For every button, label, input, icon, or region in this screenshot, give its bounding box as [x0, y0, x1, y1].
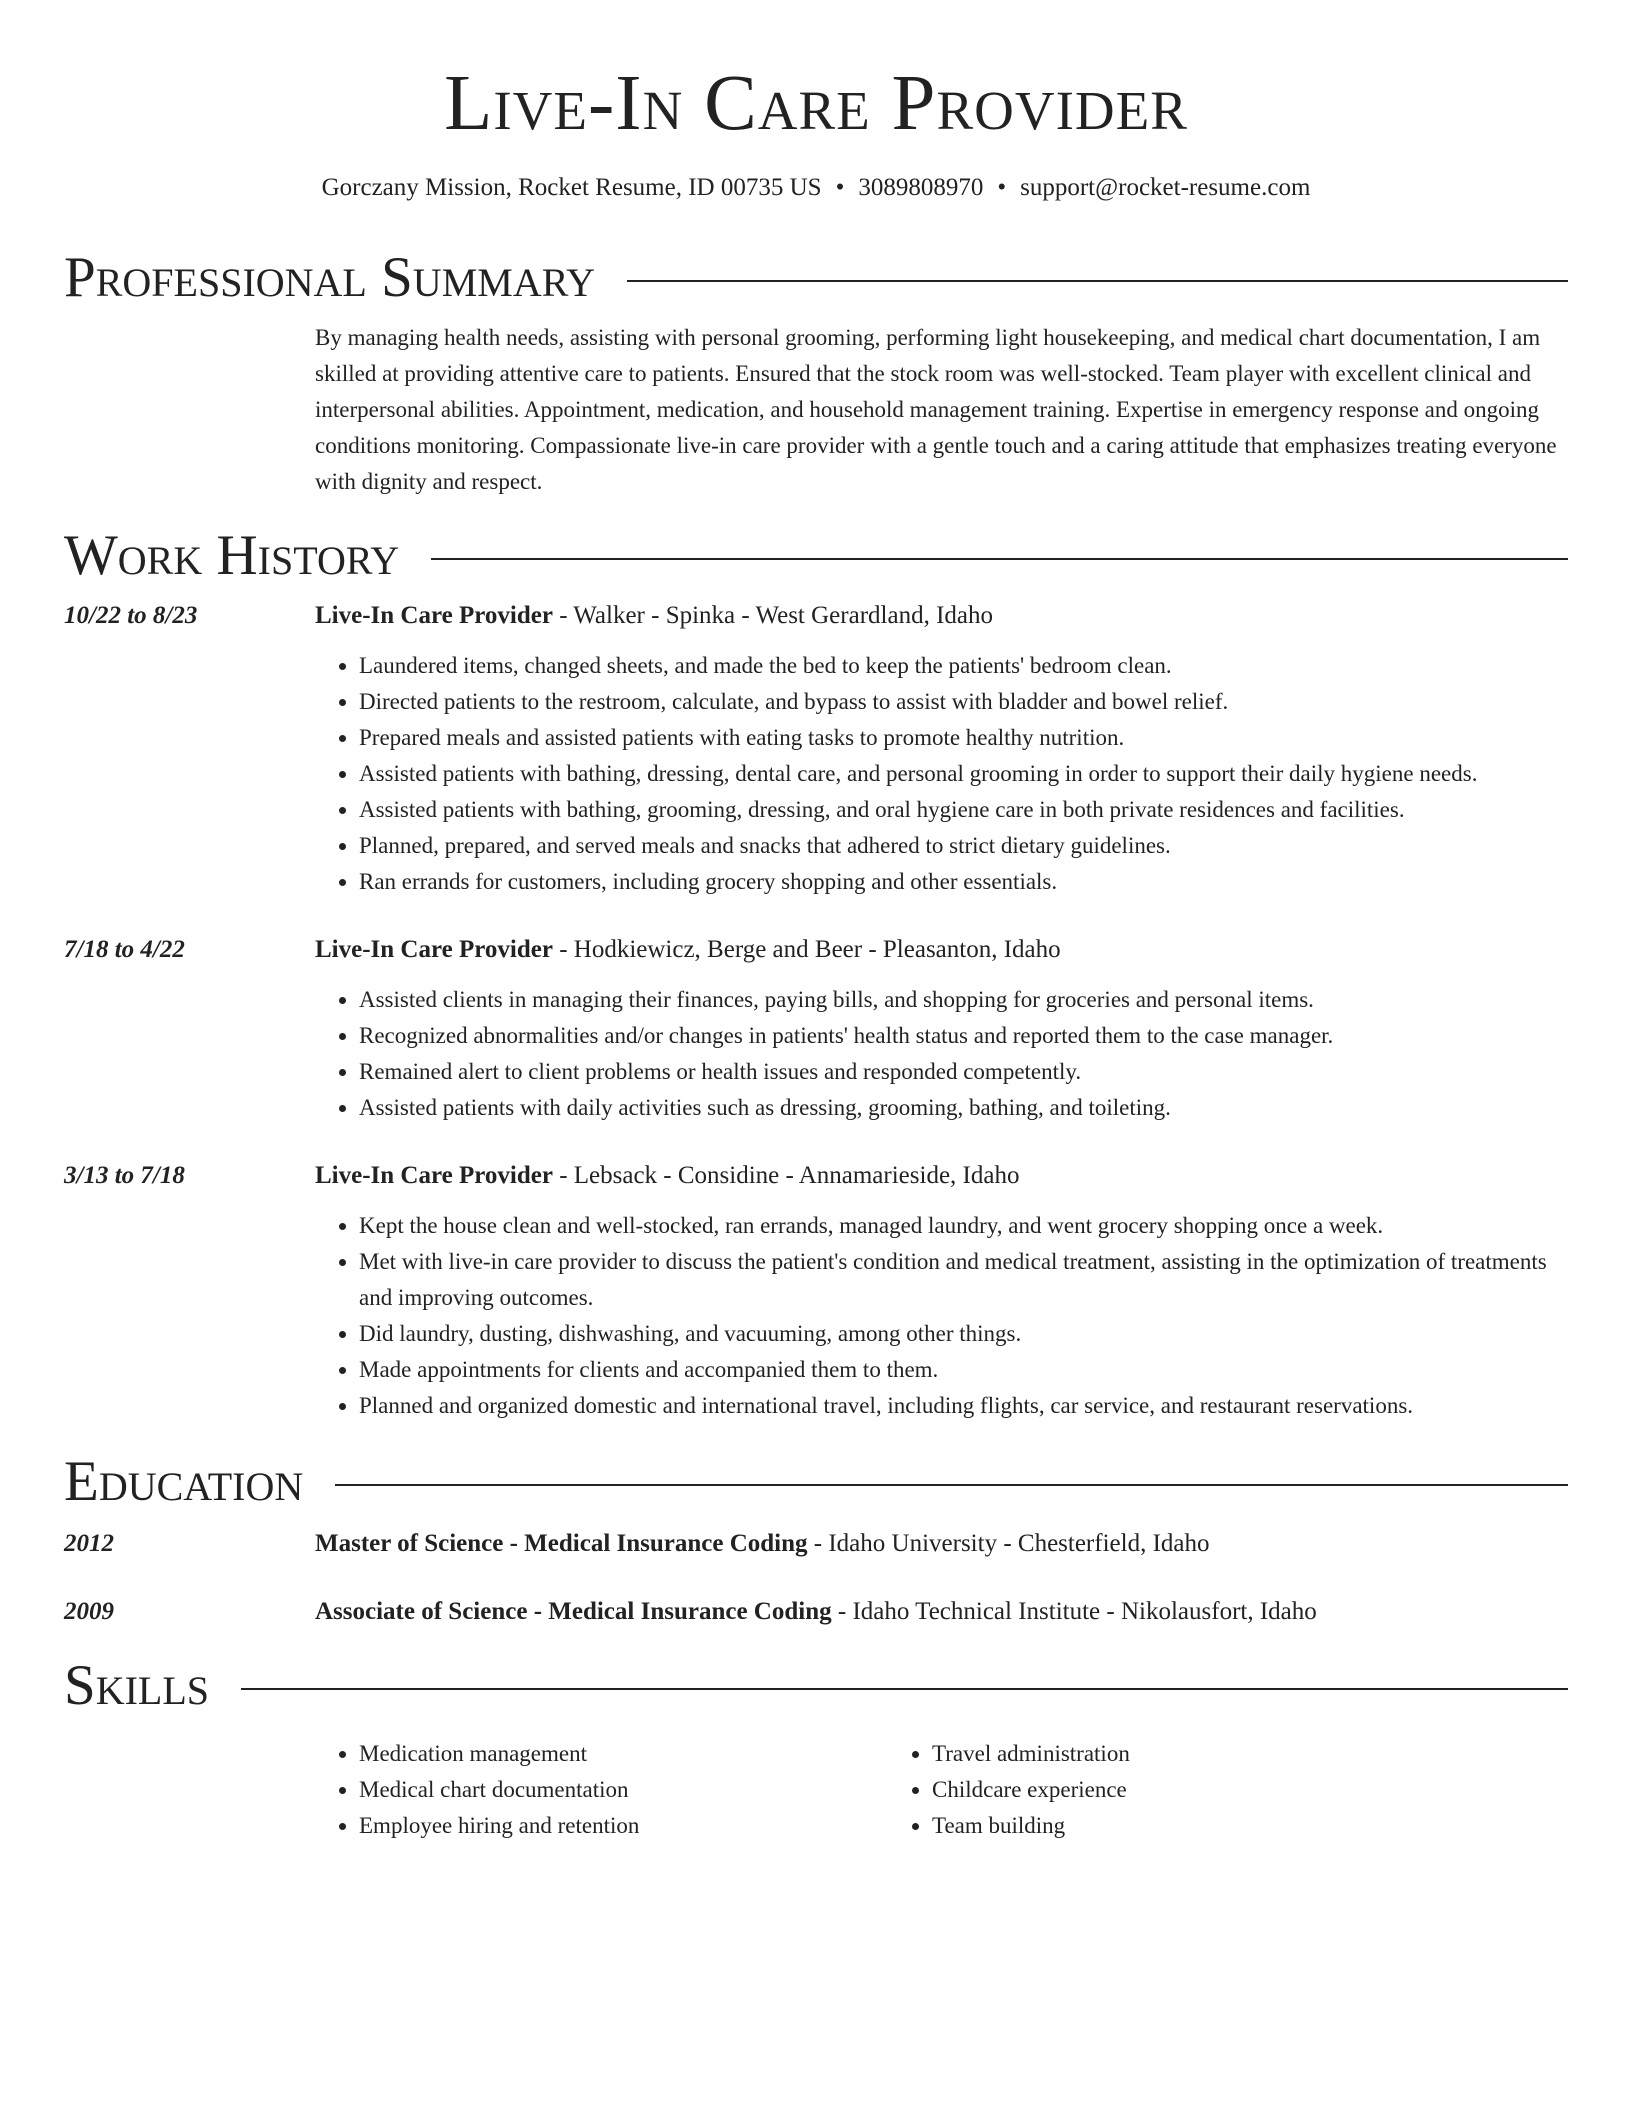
job-body [315, 1160, 1568, 1424]
resume-page [64, 0, 1568, 1844]
summary-section-header [64, 248, 1568, 308]
job-bullet: • Laundered items, changed sheets, and made the bed to keep the patients' bedroom clean. [359, 648, 1568, 684]
skills-column-right [888, 1736, 1461, 1844]
education-degree: Associate of Science - Medical Insurance Coding [315, 1598, 832, 1625]
summary-text: By managing health needs, assisting with personal grooming, performing light housekeeping, and medical chart documentation, I am skilled at providing attentive care to patients. Ensured that the stock room was well-stocked. Team player with excellent clinical and interpersonal abilities. Appointment, medication, and household management training. Expertise in emergency response and ongoing conditions monitoring. Compassionate live-in care provider with a gentle touch and a caring attitude that emphasizes treating everyone with dignity and respect. [315, 325, 1557, 494]
job-role: Live-In Care Provider [315, 936, 553, 963]
job-bullet-list [315, 982, 1568, 1126]
job-bullet: • Made appointments for clients and accompanied them to them. [359, 1352, 1568, 1388]
contact-line [64, 172, 1568, 204]
job-bullet: • Kept the house clean and well-stocked, ran errands, managed laundry, and went grocery shopping once a week. [359, 1208, 1568, 1244]
education-year: 2009 [64, 1598, 114, 1625]
job-bullet-list [315, 648, 1568, 900]
candidate-name: Live-In Care Provider [444, 60, 1188, 147]
education-entry [64, 1528, 1568, 1560]
skills-grid [315, 1736, 1568, 1844]
education-body [315, 1596, 1568, 1628]
job-bullet: • Did laundry, dusting, dishwashing, and vacuuming, among other things. [359, 1316, 1568, 1352]
education-degree: Master of Science - Medical Insurance Coding [315, 1530, 808, 1557]
contact-email: support@rocket-resume.com [1020, 174, 1311, 201]
skills-section-header [64, 1656, 1568, 1716]
education-section-title: Education [64, 1450, 304, 1513]
education-entry [64, 1596, 1568, 1628]
job-bullet-list [315, 1208, 1568, 1424]
job-bullet: • Recognized abnormalities and/or changes in patients' health status and reported them to the case manager. [359, 1018, 1568, 1054]
education-body [315, 1528, 1568, 1560]
job-bullet: • Assisted patients with bathing, grooming, dressing, and oral hygiene care in both private residences and facilities. [359, 792, 1568, 828]
job-bullet: • Assisted patients with daily activities such as dressing, grooming, bathing, and toileting. [359, 1090, 1568, 1126]
job-bullet: • Remained alert to client problems or health issues and responded competently. [359, 1054, 1568, 1090]
job-employer: - Walker - Spinka - West Gerardland, Idaho [552, 602, 993, 629]
work-section-header [64, 526, 1568, 586]
job-dates: 7/18 to 4/22 [64, 936, 185, 963]
job-role: Live-In Care Provider [315, 1162, 553, 1189]
job-bullet: • Assisted clients in managing their finances, paying bills, and shopping for groceries and personal items. [359, 982, 1568, 1018]
education-heading [315, 1528, 1568, 1560]
skill-item: • Employee hiring and retention [359, 1808, 888, 1844]
job-role: Live-In Care Provider [315, 602, 553, 629]
contact-separator: • [997, 174, 1007, 201]
skills-section-title: Skills [64, 1654, 210, 1717]
job-body [315, 600, 1568, 900]
job-entry [64, 934, 1568, 1126]
skills-column-left [315, 1736, 888, 1844]
section-divider [241, 1688, 1568, 1690]
skill-item: • Medication management [359, 1736, 888, 1772]
job-bullet: • Ran errands for customers, including grocery shopping and other essentials. [359, 864, 1568, 900]
job-bullet: • Prepared meals and assisted patients with eating tasks to promote healthy nutrition. [359, 720, 1568, 756]
job-heading [315, 600, 1568, 632]
job-employer: - Hodkiewicz, Berge and Beer - Pleasanton, Idaho [552, 936, 1061, 963]
job-body [315, 934, 1568, 1126]
section-divider [627, 280, 1568, 282]
education-school: - Idaho University - Chesterfield, Idaho [807, 1530, 1210, 1557]
job-dates: 3/13 to 7/18 [64, 1162, 185, 1189]
work-section-title: Work History [64, 524, 400, 587]
job-employer: - Lebsack - Considine - Annamarieside, Idaho [552, 1162, 1020, 1189]
skill-item: • Travel administration [932, 1736, 1461, 1772]
skill-item: • Childcare experience [932, 1772, 1461, 1808]
section-divider [431, 558, 1568, 560]
job-dates: 10/22 to 8/23 [64, 602, 198, 629]
job-bullet: • Directed patients to the restroom, calculate, and bypass to assist with bladder and bowel relief. [359, 684, 1568, 720]
job-bullet: • Assisted patients with bathing, dressing, dental care, and personal grooming in order to support their daily hygiene needs. [359, 756, 1568, 792]
contact-phone: 3089808970 [858, 174, 984, 201]
job-entry [64, 600, 1568, 900]
job-heading [315, 1160, 1568, 1192]
job-bullet: • Planned and organized domestic and international travel, including flights, car service, and restaurant reservations. [359, 1388, 1568, 1424]
section-divider [335, 1484, 1568, 1486]
skill-item: • Team building [932, 1808, 1461, 1844]
education-heading [315, 1596, 1568, 1628]
summary-section-title: Professional Summary [64, 246, 596, 309]
job-heading [315, 934, 1568, 966]
education-section-header [64, 1452, 1568, 1512]
job-entry [64, 1160, 1568, 1424]
job-bullet: • Met with live-in care provider to discuss the patient's condition and medical treatment, assisting in the optimization of treatments and improving outcomes. [359, 1244, 1568, 1316]
skill-item: • Medical chart documentation [359, 1772, 888, 1808]
contact-separator: • [835, 174, 845, 201]
contact-address: Gorczany Mission, Rocket Resume, ID 00735 US [321, 174, 822, 201]
education-year: 2012 [64, 1530, 114, 1557]
education-school: - Idaho Technical Institute - Nikolausfort, Idaho [831, 1598, 1317, 1625]
job-bullet: • Planned, prepared, and served meals and snacks that adhered to strict dietary guidelines. [359, 828, 1568, 864]
